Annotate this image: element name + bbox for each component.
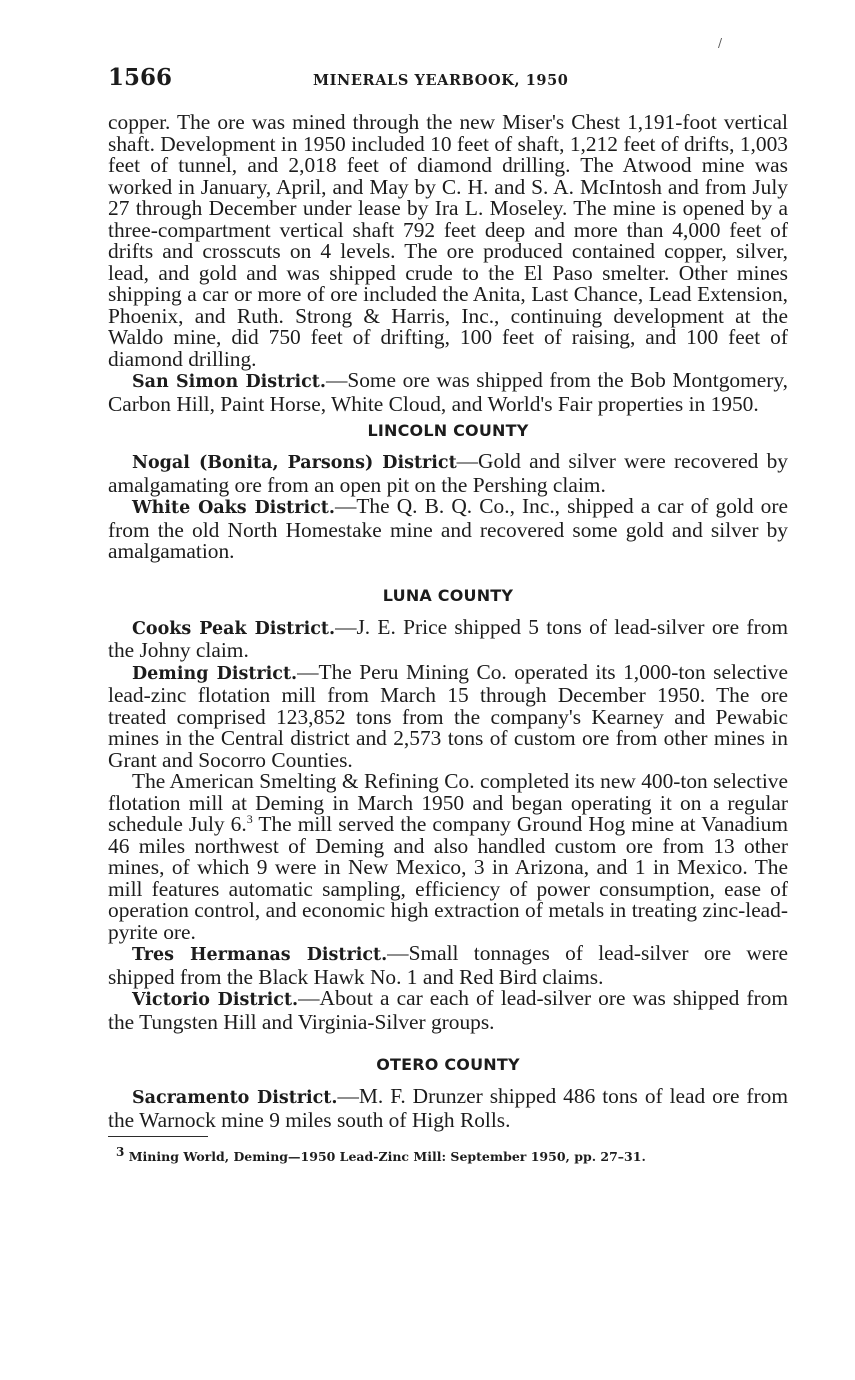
footnote-marker: 3: [116, 1144, 125, 1159]
section-heading-otero-county: OTERO COUNTY: [376, 1055, 520, 1074]
paragraph-text: —J. E. Price shipped 5 tons of lead-silver ore from the Johny claim.: [108, 614, 789, 662]
section-heading-lincoln-county: LINCOLN COUNTY: [367, 421, 529, 440]
footnote-divider: [108, 1136, 208, 1137]
district-name-nogal: Nogal (Bonita, Parsons) District: [132, 453, 457, 473]
district-name-victorio: Victorio District.: [132, 990, 299, 1010]
paragraph-text: —About a car each of lead-silver ore was shipped from the Tungsten Hill and Virginia-Silver groups.: [108, 986, 788, 1034]
page-number: 1566: [108, 64, 173, 91]
footnote-reference[interactable]: 3: [246, 811, 253, 826]
page-content: [108, 36, 789, 1164]
paragraph-asarco-mill: [108, 771, 788, 943]
paragraph-text: The American Smelting & Refining Co. completed its new 400-ton selective flotation mill at Deming in March 1950 and began operating it on a regular schedule July 6.: [108, 769, 788, 836]
footnote-text: Mining World, Deming—1950 Lead-Zinc Mill: September 1950, pp. 27–31.: [124, 1149, 646, 1164]
district-name-tres-hermanas: Tres Hermanas District.: [132, 945, 388, 965]
district-name-sacramento: Sacramento District.: [132, 1088, 338, 1108]
paragraph-text: The mill served the company Ground Hog mine at Vanadium 46 miles northwest of Deming and also handled custom ore from 13 other mines, of which 9 were in New Mexico, 3 in Arizona, and 1 in Mexico. The mill features automatic sampling, efficiency of power consumption, ease of operation control, and economic high extraction of metals in treating zinc-lead-pyrite ore.: [108, 812, 788, 944]
paragraph-cooks-peak: [108, 614, 789, 662]
paragraph-text: —Some ore was shipped from the Bob Montgomery, Carbon Hill, Paint Horse, White Cloud, and World's Fair properties in 1950.: [108, 368, 788, 416]
running-head: [108, 36, 788, 98]
district-name-deming: Deming District.: [132, 663, 298, 684]
paragraph-continuation: copper. The ore was mined through the new Miser's Chest 1,191-foot vertical shaft. Development in 1950 included 10 feet of shaft, 1,212 feet of drifts, 1,003 feet of tunnel, and 2,018 feet of diamond drilling. The Atwood mine was worked in January, April, and May by C. H. and S. A. McIntosh and from July 27 through December under lease by Ira L. Moseley. The mine is opened by a three-compartment vertical shaft 792 feet deep and more than 4,000 feet of drifts and crosscuts on 4 levels. The ore produced contained copper, silver, lead, and gold and was shipped crude to the El Paso smelter. Other mines shipping a car or more of ore included the Anita, Last Chance, Lead Extension, Phoenix, and Ruth. Strong & Harris, Inc., continuing development at the Waldo mine, did 750 feet of drifting, 100 feet of raising, and 100 feet of diamond drilling.: [108, 110, 788, 371]
paragraph-text: —Small tonnages of lead-silver ore were shipped from the Black Hawk No. 1 and Red Bird claims.: [108, 941, 788, 989]
paragraph-white-oaks: [108, 496, 788, 563]
paragraph-san-simon: [108, 370, 788, 415]
paragraph-sacramento: [108, 1086, 788, 1131]
section-heading-luna-county: LUNA COUNTY: [382, 585, 514, 605]
district-name-san-simon: San Simon District.: [132, 372, 326, 392]
paragraph-text: —M. F. Drunzer shipped 486 tons of lead ore from the Warnock mine 9 miles south of High Rolls.: [108, 1084, 788, 1132]
district-name-cooks-peak: Cooks Peak District.: [132, 618, 336, 639]
paragraph-text: —The Peru Mining Co. operated its 1,000-ton selective lead-zinc flotation mill from March 15 through December 1950. The ore treated comprised 123,852 tons from the company's Kearney and Pewabic mines in the Central district and 2,573 tons of custom ore from other mines in Grant and Socorro Counties.: [108, 659, 788, 772]
paragraph-text: —The Q. B. Q. Co., Inc., shipped a car of gold ore from the old North Homestake mine and recovered some gold and silver by amalgamation.: [108, 494, 788, 563]
district-name-white-oaks: White Oaks District.: [132, 498, 335, 518]
paragraph-text: —Gold and silver were recovered by amalgamating ore from an open pit on the Pershing claim.: [108, 449, 788, 497]
paragraph-victorio: [108, 988, 788, 1033]
corner-mark: /: [718, 36, 723, 50]
paragraph-nogal: [108, 451, 788, 496]
paragraph-tres-hermanas: [108, 943, 788, 988]
running-title: MINERALS YEARBOOK, 1950: [313, 72, 569, 89]
paragraph-deming: [108, 659, 788, 772]
footnote: [116, 1144, 788, 1164]
